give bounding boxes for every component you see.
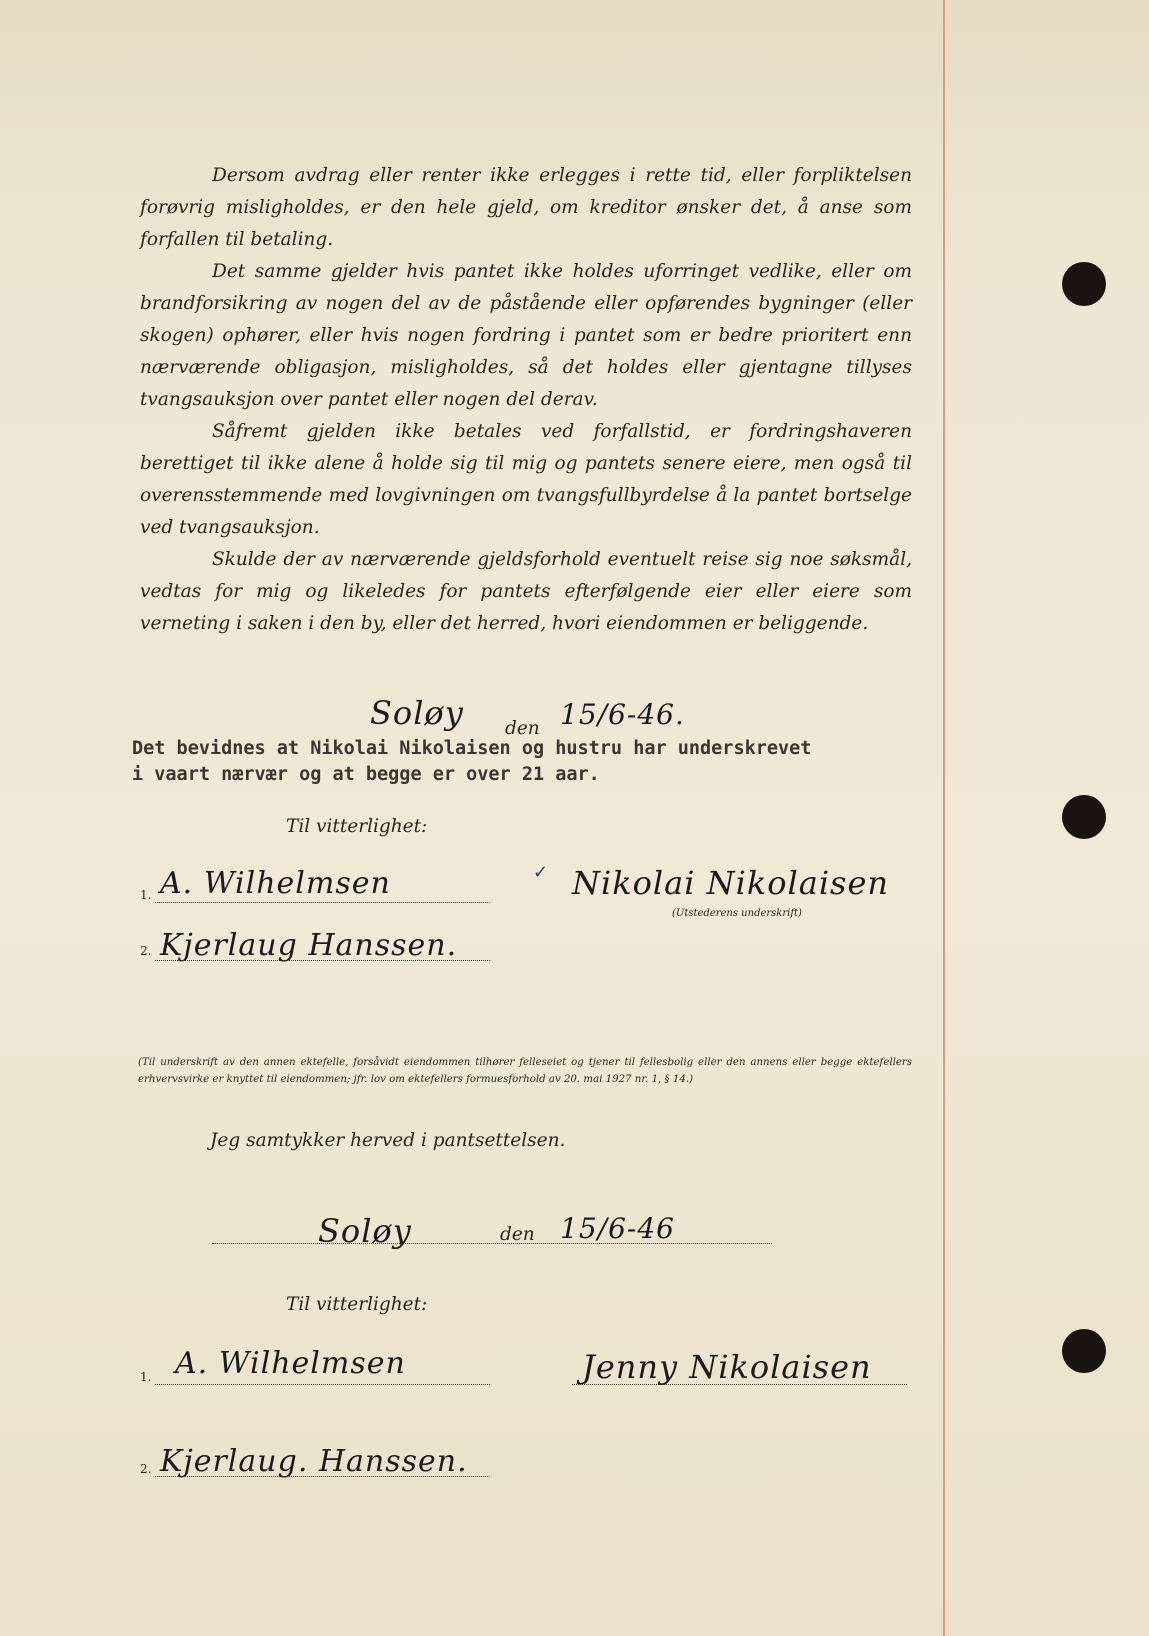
issuer-caption: (Utstederens underskrift) [672,908,802,919]
paragraph-maintenance-terms: Det samme gjelder hvis pantet ikke holdes uforringet vedlike, eller om brandforsikring av nogen del av de påstående eller opførendes bygninger (eller skogen) ophører, eller hvis nogen fordring i pantet som er bedre prioritert enn nærværende obligasjon, misligholdes, så det holdes eller gjentagne tillyses tvangsauksjon over pantet eller nogen del derav. [140,261,912,410]
witness-1-line [155,902,490,903]
spouse-signature: Jenny Nikolaisen [582,1348,872,1386]
date-handwritten-2: 15/6-46 [560,1212,675,1245]
paragraph-jurisdiction-terms: Skulde der av nærværende gjeldsforhold eventuelt reise sig noe søksmål, vedtas for mig og likeledes for pantets efterfølgende eier eller eiere som verneting i saken i den by, eller det herred, hvori eiendommen er beliggende. [140,549,912,634]
witness-2-line [155,960,490,961]
den-label-1: den [505,718,540,739]
paragraph-default-terms: Dersom avdrag eller renter ikke erlegges i rette tid, eller forpliktelsen forøvrig misligholdes, er den hele gjeld, om kreditor ønsker det, å anse som forfallen til betaling. [140,165,912,250]
punch-hole-middle [1062,795,1106,839]
witness-2-signature: Kjerlaug Hanssen. [160,928,458,963]
witness-heading-1: Til vitterlighet: [286,816,428,837]
punch-hole-bottom [1062,1329,1106,1373]
typed-attestation: Det bevidnes at Nikolai Nikolaisen og hustru har underskrevet i vaart nærvær og at begge er over 21 aar. [132,738,812,785]
red-margin-rule [943,0,945,1636]
den-label-2: den [500,1224,535,1245]
consent-statement: Jeg samtykker herved i pantsettelsen. [210,1130,566,1151]
check-mark: ✓ [533,862,549,883]
spouse-signature-line [572,1384,907,1385]
witness-4-line [155,1476,490,1477]
witness-3-line [155,1384,490,1385]
witness-4-number: 2. [140,1462,152,1476]
witness-1-number: 1. [140,888,152,902]
witness-4-signature: Kjerlaug. Hanssen. [160,1444,468,1479]
date-handwritten-1: 15/6-46. [560,698,685,731]
spouse-signature-note: (Til underskrift av den annen ektefelle, forsåvidt eiendommen tilhører felleseiet og tjener til fellesbolig eller den annens eller begge ektefellers erhvervsvirke er knyttet til eiendommen; jfr. lov om ektefellers formuesforhold av 20. mai 1927 nr. 1, § 14.) [138,1057,912,1085]
witness-3-signature: A. Wilhelmsen [175,1346,406,1381]
witness-1-signature: A. Wilhelmsen [160,866,391,901]
issuer-signature: Nikolai Nikolaisen [572,864,890,902]
place-handwritten-2: Soløy [318,1212,412,1250]
paragraph-enforcement-terms: Såfremt gjelden ikke betales ved forfallstid, er fordringshaveren berettiget til ikke alene å holde sig til mig og pantets senere eiere, men også til overensstemmende med lovgivningen om tvangsfullbyrdelse å la pantet bortselge ved tvangsauksjon. [140,421,912,538]
witness-heading-2: Til vitterlighet: [286,1294,428,1315]
punch-hole-top [1062,262,1106,306]
place-handwritten-1: Soløy [370,694,464,732]
terms-text [140,160,912,640]
witness-2-number: 2. [140,944,152,958]
place-date-line-2 [212,1243,772,1244]
witness-3-number: 1. [140,1370,152,1384]
